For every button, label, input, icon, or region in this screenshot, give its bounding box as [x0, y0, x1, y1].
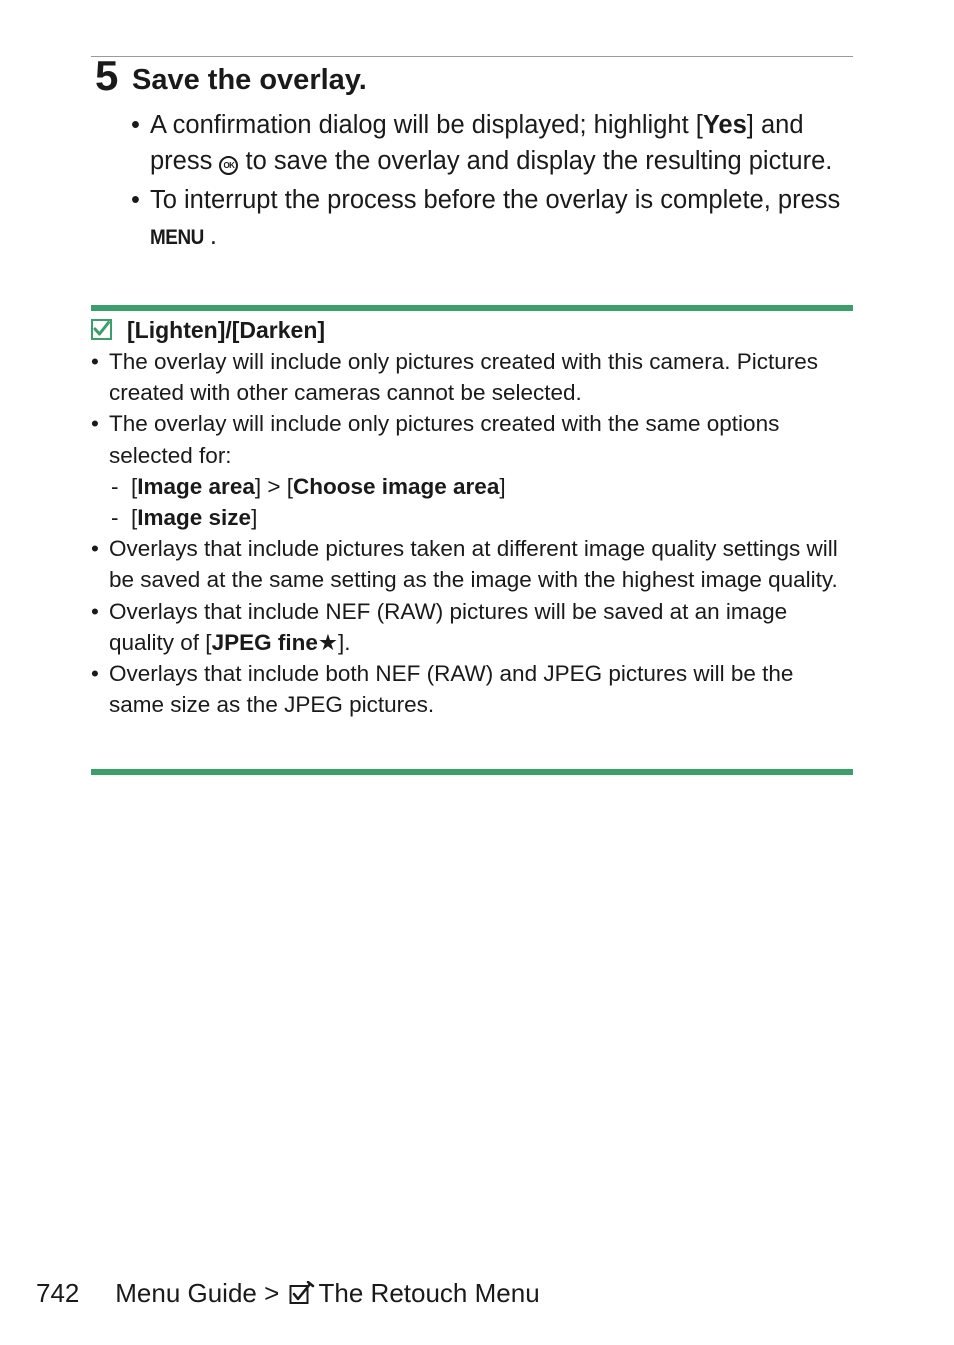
- text: ] and press: [150, 111, 804, 175]
- text: The overlay will include only pictures created with the same options selected for:: [109, 411, 780, 468]
- note-bullet: • The overlay will include only pictures created with this camera. Pictures created with other cameras cannot be selected.: [91, 346, 853, 408]
- note-bullet-list: [91, 346, 853, 720]
- note-bottom-bar: [91, 769, 853, 775]
- note-bullet: [91, 596, 853, 658]
- breadcrumb-retouch-menu[interactable]: The Retouch Menu: [318, 1278, 540, 1308]
- text: .: [209, 222, 217, 250]
- step-title: Save the overlay.: [132, 64, 367, 96]
- menu-item-name: JPEG fine★: [211, 629, 339, 655]
- page-number: 742: [36, 1278, 80, 1308]
- sub-list: [109, 471, 853, 533]
- yes-option: Yes: [702, 111, 747, 139]
- step-bullet-interrupt: [131, 182, 856, 256]
- breadcrumb-menu-guide[interactable]: Menu Guide >: [115, 1278, 280, 1308]
- sub-item-image-area: [109, 471, 853, 502]
- step-bullet-confirm: [131, 107, 856, 179]
- note-bullet: • Overlays that include both NEF (RAW) and JPEG pictures will be the same size as the JPEG pictures.: [91, 658, 853, 720]
- step-number: 5: [95, 52, 119, 99]
- menu-item-name: Image area: [137, 473, 255, 499]
- text: To interrupt the process before the overlay is complete, press: [150, 186, 841, 214]
- text: A confirmation dialog will be displayed; highlight [: [150, 111, 703, 139]
- retouch-menu-icon: [289, 1281, 315, 1305]
- text: ]: [499, 473, 506, 499]
- text: ] > [: [254, 473, 293, 499]
- menu-item-name: Image size: [137, 505, 252, 531]
- text: ]: [251, 505, 258, 531]
- text: ].: [338, 629, 351, 655]
- note-title: [Lighten]/[Darken]: [127, 317, 326, 343]
- step-bullet-list: [131, 107, 856, 259]
- sub-item-image-size: [109, 502, 853, 533]
- top-rule: [91, 56, 853, 57]
- text: to save the overlay and display the resulting picture.: [238, 147, 833, 175]
- text: [: [131, 505, 138, 531]
- check-icon: [91, 319, 112, 340]
- note-top-bar: [91, 305, 853, 311]
- menu-item-name: Choose image area: [293, 473, 500, 499]
- note-bullet: • Overlays that include pictures taken at different image quality settings will be saved at the same setting as the image with the highest image quality.: [91, 533, 853, 595]
- menu-button-icon: MENU: [150, 226, 204, 249]
- ok-button-icon: OK: [219, 156, 238, 175]
- footer: [36, 1276, 540, 1310]
- text: Overlays that include NEF (RAW) pictures will be saved at an image quality of [: [109, 598, 788, 655]
- text: [: [131, 473, 138, 499]
- note-bullet: [91, 408, 853, 533]
